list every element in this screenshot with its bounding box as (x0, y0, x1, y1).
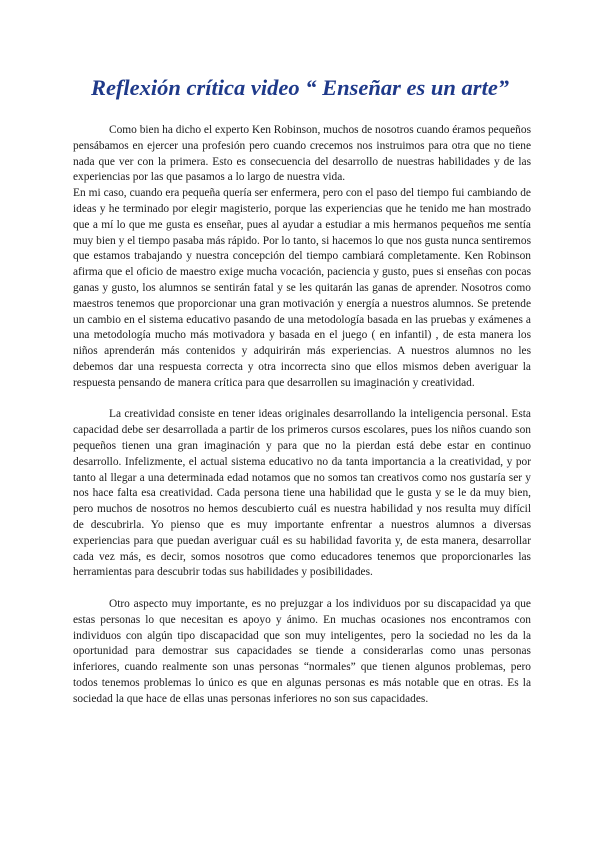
document-title: Reflexión crítica video “ Enseñar es un arte” (90, 75, 510, 100)
paragraph-creativity: La creatividad consiste en tener ideas originales desarrollando la inteligencia personal. Esta capacidad debe ser desarrollada a partir de los primeros cursos escolares, pues los niños cuando son pequeños tienen una gran imaginación y para que no la pierdan está debe estar en continuo desarrollo. Infelizmente, el actual sistema educativo no da tanta importancia a la creatividad, y por tanto al llegar a una determinada edad notamos que no somos tan creativos como nos gustaría ser y nos hace falta esa creatividad. Cada persona tiene una habilidad que le gusta y se le da muy bien, pero muchos de nosotros no hemos descubierto cuál es nuestra habilidad y nos resulta muy difícil de descubrirla. Yo pienso que es muy importante enfrentar a nuestros alumnos a diversas experiencias para que puedan averiguar cuál es su habilidad favorita y, de esta manera, desarrollar cada vez más, es decir, somos nosotros que como educadores tenemos que proporcionarles las herramientas para descubrir todas sus habilidades y posibilidades. (73, 408, 531, 579)
paragraph-intro: Como bien ha dicho el experto Ken Robinson, muchos de nosotros cuando éramos pequeños pensábamos en ejercer una profesión pero cuando crecemos nos instruimos para otra que no tiene nada que ver con la primera. Esto es consecuencia del desarrollo de nuestras habilidades y de las experiencias por las que pasamos a lo largo de nuestra vida. (73, 124, 532, 184)
paragraph-personal-experience: En mi caso, cuando era pequeña quería ser enfermera, pero con el paso del tiempo fui cambiando de ideas y he terminado por elegir magisterio, porque las experiencias que he tenido me han mostrado que a mí lo que me gusta es enseñar, pues al ayudar a estudiar a mis hermanos pequeños me sentía muy bien y el tiempo pasaba más rápido. Por lo tanto, si hacemos lo que nos gusta nunca sentiremos que estamos trabajando y nuestra concepción del tiempo cambiará completamente. Ken Robinson afirma que el oficio de maestro exige mucha vocación, paciencia y gusto, pues si enseñas con pocas ganas y gusto, los alumnos se sentirán fatal y se les quitarán las ganas de aprender. Nosotros como maestros tenemos que proporcionar una gran motivación y energía a nuestros alumnos. Se pretende un cambio en el sistema educativo pasando de una metodología basada en las pruebas y exámenes a una metodología mucho más motivadora y basada en el juego ( en infantil) , de esta manera los niños aprenderán más contenidos y adquirirán más experiencias. A nuestros alumnos no les debemos dar una respuesta correcta y otra incorrecta sino que ellos mismos deben averiguar la respuesta pensando de manera crítica para que desarrollen su imaginación y creatividad. (73, 187, 531, 389)
document-body (73, 123, 531, 707)
paragraph-disability: Otro aspecto muy importante, es no prejuzgar a los individuos por su discapacidad ya que estas personas lo que necesitan es apoyo y ánimo. En muchas ocasiones nos encontramos con individuos con algún tipo discapacidad que son muy inteligentes, pero la sociedad no les da la oportunidad para demostrar sus capacidades se tiende a considerarlas como unas personas inferiores, cuando realmente son unas personas “normales” que tienen algunos problemas, pero todos tenemos problemas lo único es que en algunas personas es más notable que en otras. Es la sociedad la que hace de ellas unas personas inferiores no son sus capacidades. (73, 597, 531, 705)
